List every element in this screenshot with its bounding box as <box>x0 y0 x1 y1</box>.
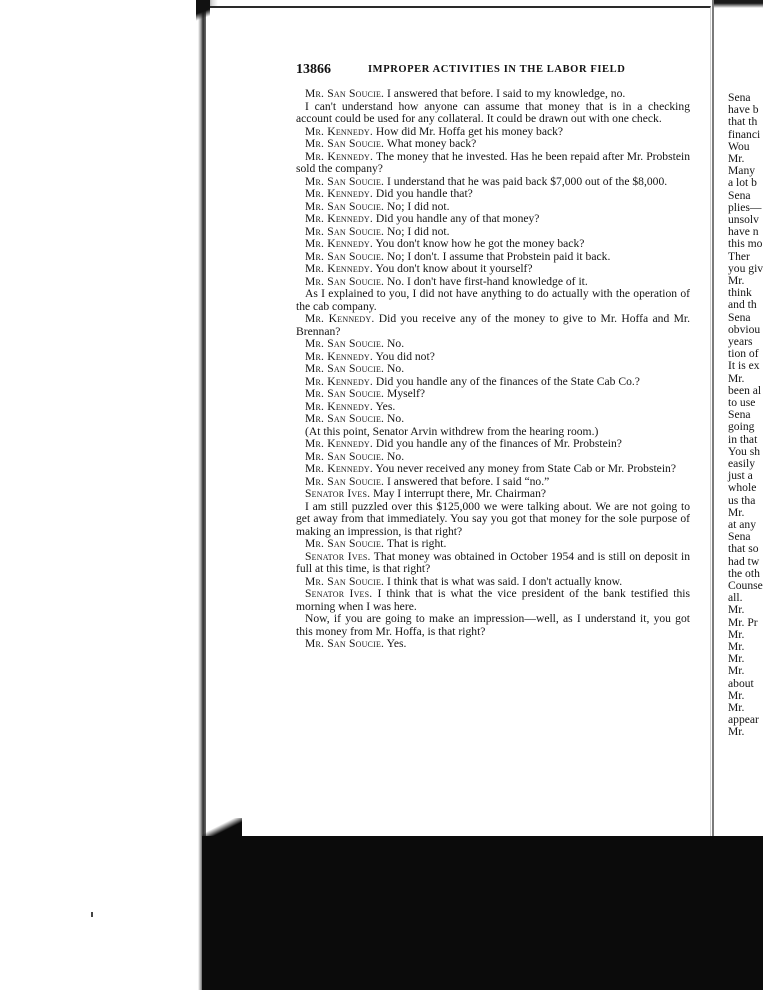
transcript-paragraph <box>296 501 690 539</box>
testimony-text: You never received any money from State Cab or Mr. Probstein? <box>373 462 676 475</box>
facing-page-line: Sena <box>728 530 751 544</box>
transcript-paragraph <box>296 638 690 651</box>
testimony-text: I think that is what the vice president of the bank testified this morning when I was here. <box>296 587 691 613</box>
speaker-name: Mr. San Soucie. <box>305 249 385 263</box>
facing-page-line: obviou <box>728 322 761 336</box>
testimony-text: Did you handle that? <box>373 187 473 200</box>
testimony-text: Did you handle any of the finances of Mr. Probstein? <box>373 437 622 450</box>
facing-page-line: been al <box>728 383 762 397</box>
facing-page-line: Mr. <box>728 688 745 702</box>
testimony-text: How did Mr. Hoffa get his money back? <box>373 124 564 138</box>
facing-page-line: Mr. <box>728 701 745 714</box>
testimony-text: That is right. <box>384 537 447 550</box>
testimony-text: What money back? <box>384 137 477 150</box>
margin-speck <box>91 912 93 917</box>
facing-page-line: Sena <box>728 91 751 104</box>
facing-page-line: have n <box>728 225 759 239</box>
speaker-name: Senator Ives. <box>305 587 373 600</box>
speaker-name: Mr. San Soucie. <box>305 449 385 463</box>
speaker-name: Mr. Kennedy. <box>305 187 373 200</box>
speaker-name: Mr. San Soucie. <box>305 574 385 588</box>
transcript-paragraph <box>296 151 690 176</box>
speaker-name: Mr. Kennedy. <box>305 437 373 450</box>
testimony-text: You don't know about it yourself? <box>373 262 533 275</box>
transcript-paragraph <box>296 288 690 313</box>
facing-page-line: Counse <box>728 579 763 592</box>
facing-page-line: tion of <box>728 347 759 361</box>
facing-page-line: all. <box>728 591 743 605</box>
transcript-paragraph <box>296 588 690 613</box>
facing-page-line: Sena <box>728 408 751 422</box>
testimony-text: No. <box>384 362 405 375</box>
facing-page-line: think <box>728 286 752 300</box>
facing-page-line: that th <box>728 115 758 129</box>
testimony-text: Now, if you are going to make an impression—well, as I understand it, you got this money from Mr. Hoffa, is that right? <box>296 612 690 638</box>
testimony-text: Did you receive any of the money to give to Mr. Hoffa and Mr. Brennan? <box>296 312 691 338</box>
facing-page-line: whole <box>728 481 757 495</box>
facing-page-line: Sena <box>728 188 751 202</box>
testimony-text: You don't know how he got the money back? <box>373 237 585 250</box>
testimony-text: No. <box>384 449 405 463</box>
facing-page-line: Mr. <box>728 152 745 165</box>
facing-page-line: Mr. <box>728 652 745 666</box>
facing-page-line: You sh <box>728 444 761 458</box>
facing-page-line: to use <box>728 396 756 409</box>
facing-page-line: Ther <box>728 249 750 263</box>
facing-page-line: Sena <box>728 310 751 324</box>
facing-page-line: Many <box>728 164 756 178</box>
speaker-name: Mr. Kennedy. <box>305 399 373 413</box>
testimony-text: I answered that before. I said to my knowledge, no. <box>384 87 626 100</box>
testimony-text: That money was obtained in October 1954 and is still on deposit in full at this time, is that right? <box>296 549 690 575</box>
testimony-text: I think that is what was said. I don't actually know. <box>384 574 623 588</box>
testimony-text: I am still puzzled over this $125,000 we were talking about. We are not going to get away from that immediately. You say you got that money for the sole purpose of making an impression, is that right? <box>296 499 690 538</box>
page-curl-shadow <box>202 818 242 838</box>
facing-page-line: It is ex <box>728 359 760 373</box>
running-head: IMPROPER ACTIVITIES IN THE LABOR FIELD <box>368 64 626 75</box>
facing-page-line: plies— <box>728 200 762 214</box>
facing-page-line: just a <box>728 469 753 483</box>
scan-background <box>202 836 763 990</box>
testimony-text: (At this point, Senator Arvin withdrew from the hearing room.) <box>305 424 599 438</box>
testimony-text: I can't understand how anyone can assume that money that is in a checking account could be used for any collateral. It could be drawn out with one check. <box>296 99 690 125</box>
speaker-name: Mr. San Soucie. <box>305 637 385 650</box>
speaker-name: Mr. Kennedy. <box>305 312 375 325</box>
facing-page-line: Mr. <box>728 505 745 519</box>
testimony-text: Did you handle any of that money? <box>373 212 540 225</box>
testimony-text: No. <box>384 412 405 425</box>
speaker-name: Mr. San Soucie. <box>305 87 385 100</box>
testimony-text: You did not? <box>373 349 435 363</box>
facing-page-line: financi <box>728 127 761 141</box>
testimony-text: No. I don't have first-hand knowledge of it. <box>384 274 588 288</box>
testimony-text: I answered that before. I said “no.” <box>384 474 550 488</box>
facing-page-line: that so <box>728 542 759 556</box>
speaker-name: Mr. Kennedy. <box>305 149 374 163</box>
testimony-text: The money that he invested. Has he been repaid after Mr. Probstein sold the company? <box>296 149 690 175</box>
speaker-name: Mr. San Soucie. <box>305 387 385 400</box>
speaker-name: Mr. San Soucie. <box>305 474 385 488</box>
facing-page-line: in that <box>728 432 758 446</box>
transcript-paragraph <box>296 101 690 126</box>
facing-page-line: going <box>728 420 755 434</box>
facing-page-line: Mr. <box>728 603 745 617</box>
transcript-paragraph <box>296 613 690 638</box>
facing-page-line: Mr. Pr <box>728 615 758 629</box>
speaker-name: Mr. San Soucie. <box>305 199 385 213</box>
speaker-name: Mr. San Soucie. <box>305 362 385 375</box>
speaker-name: Mr. Kennedy. <box>305 462 373 475</box>
testimony-text: As I explained to you, I did not have anything to do actually with the operation of the cab company. <box>296 287 690 313</box>
speaker-name: Mr. Kennedy. <box>305 262 373 275</box>
speaker-name: Mr. Kennedy. <box>305 374 373 388</box>
facing-page-line: a lot b <box>728 176 757 190</box>
speaker-name: Mr. San Soucie. <box>305 174 385 188</box>
speaker-name: Mr. San Soucie. <box>305 137 385 150</box>
facing-page <box>712 0 763 836</box>
transcript-paragraph <box>296 313 690 338</box>
speaker-name: Mr. Kennedy. <box>305 212 373 225</box>
facing-page-line: appear <box>728 713 759 727</box>
facing-page-line: and th <box>728 298 757 312</box>
facing-page-line: have b <box>728 103 759 117</box>
speaker-name: Senator Ives. <box>305 549 371 563</box>
transcript-body <box>296 88 690 651</box>
speaker-name: Mr. San Soucie. <box>305 337 385 350</box>
speaker-name: Mr. Kennedy. <box>305 124 373 138</box>
facing-page-line: you giv <box>728 261 763 275</box>
speaker-name: Mr. San Soucie. <box>305 224 385 238</box>
testimony-text: I understand that he was paid back $7,000 out of the $8,000. <box>384 174 668 188</box>
testimony-text: Myself? <box>384 387 426 400</box>
testimony-text: No; I did not. <box>384 199 450 213</box>
facing-page-line: Mr. <box>728 371 745 385</box>
transcript-paragraph <box>296 551 690 576</box>
speaker-name: Mr. San Soucie. <box>305 274 385 288</box>
facing-page-line: Mr. <box>728 274 745 287</box>
page-header <box>296 62 696 80</box>
facing-page-edge <box>714 0 763 8</box>
testimony-text: No; I did not. <box>384 224 450 238</box>
facing-page-line: easily <box>728 457 756 470</box>
testimony-text: Yes. <box>373 399 396 413</box>
testimony-text: May I interrupt there, Mr. Chairman? <box>370 487 547 500</box>
testimony-text: No; I don't. I assume that Probstein paid it back. <box>384 249 611 263</box>
left-margin <box>0 0 202 990</box>
testimony-text: Did you handle any of the finances of the State Cab Co.? <box>373 374 640 388</box>
speaker-name: Senator Ives. <box>305 487 371 500</box>
speaker-name: Mr. San Soucie. <box>305 412 385 425</box>
testimony-text: Yes. <box>384 637 407 650</box>
facing-page-line: at any <box>728 518 757 531</box>
facing-page-line: about <box>728 676 754 690</box>
facing-page-line: years <box>728 335 753 348</box>
facing-page-line: Mr. <box>728 664 745 678</box>
facing-page-line: Mr. <box>728 640 745 653</box>
speaker-name: Mr. Kennedy. <box>305 237 373 250</box>
facing-page-line: us tha <box>728 493 756 507</box>
facing-page-line: unsolv <box>728 213 759 226</box>
facing-page-line: had tw <box>728 554 760 568</box>
facing-page-line: Mr. <box>728 627 745 641</box>
testimony-text: No. <box>384 337 405 350</box>
page-corner-shadow <box>196 0 210 30</box>
facing-page-line: the oth <box>728 566 760 580</box>
page-number: 13866 <box>296 62 331 77</box>
facing-page-line: Wou <box>728 139 750 153</box>
facing-page-line: this mo <box>728 237 763 251</box>
facing-page-line: Mr. <box>728 725 745 739</box>
speaker-name: Mr. Kennedy. <box>305 349 373 363</box>
speaker-name: Mr. San Soucie. <box>305 537 385 550</box>
